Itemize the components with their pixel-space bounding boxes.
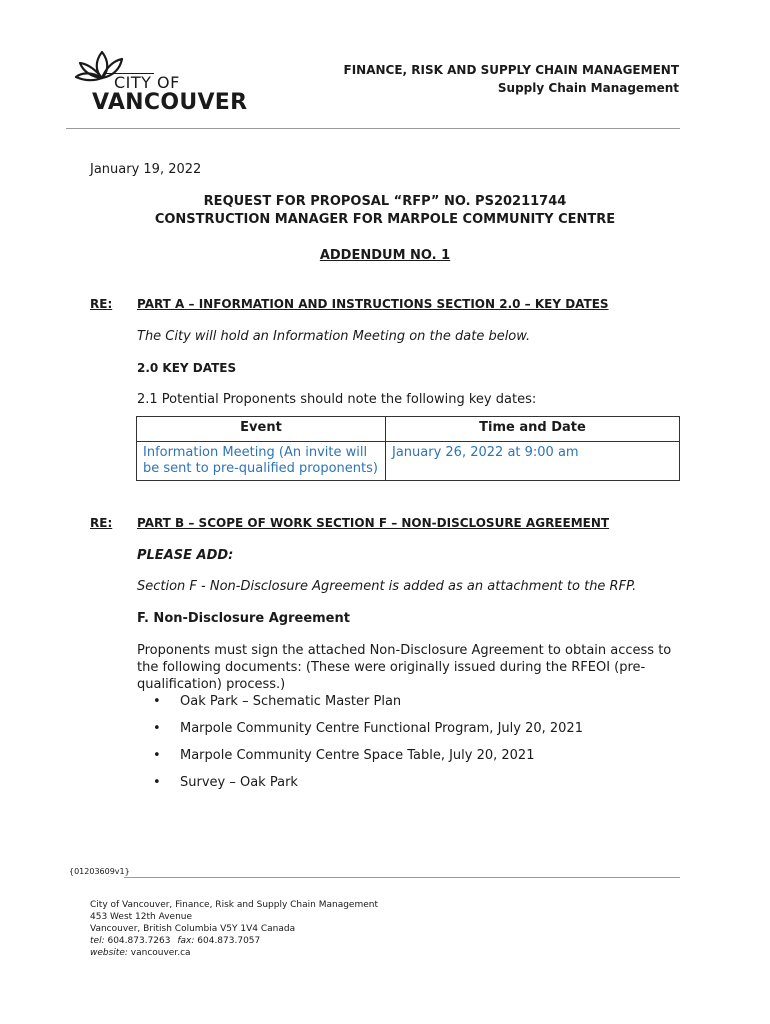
please-add-label: PLEASE ADD: [137, 548, 234, 563]
footer-divider [124, 877, 680, 878]
table-row [137, 442, 680, 481]
footer-address [90, 899, 378, 959]
header-division: Supply Chain Management [497, 81, 679, 95]
tel-label: tel: [90, 936, 105, 946]
footer-line-2: 453 West 12th Avenue [90, 912, 193, 922]
bullet-icon: • [153, 775, 161, 790]
table-cell-time: January 26, 2022 at 9:00 am [386, 442, 680, 481]
key-dates-heading: 2.0 KEY DATES [137, 361, 237, 375]
footer-phone-line [90, 935, 378, 947]
table-header-time: Time and Date [386, 417, 680, 442]
tel-value: 604.873.7263 [107, 936, 171, 946]
list-item: • Marpole Community Centre Space Table, July 20, 2021 [153, 748, 535, 763]
bullet-icon: • [153, 748, 161, 763]
logo-city-of: CITY OF [114, 73, 180, 92]
list-item: • Marpole Community Centre Functional Program, July 20, 2021 [153, 721, 583, 736]
key-dates-note: 2.1 Potential Proponents should note the following key dates: [137, 392, 537, 407]
header-divider [66, 128, 680, 129]
table-header-event: Event [137, 417, 386, 442]
table-header-row [137, 417, 680, 442]
footer-line-1: City of Vancouver, Finance, Risk and Supply Chain Management [90, 900, 379, 910]
list-item: • Oak Park – Schematic Master Plan [153, 694, 402, 709]
table-cell-event: Information Meeting (An invite will be sent to pre-qualified proponents) [137, 442, 386, 481]
re-label-2: RE: [90, 516, 113, 530]
section-1-heading: PART A – INFORMATION AND INSTRUCTIONS SECTION 2.0 – KEY DATES [137, 297, 609, 311]
bullet-icon: • [153, 721, 161, 736]
website-link[interactable]: vancouver.ca [130, 948, 191, 958]
bullet-icon: • [153, 694, 161, 709]
section-2-heading: PART B – SCOPE OF WORK SECTION F – NON-DISCLOSURE AGREEMENT [137, 516, 610, 530]
list-item: • Survey – Oak Park [153, 775, 298, 790]
document-id: {01203609v1} [69, 867, 130, 876]
header-department: FINANCE, RISK AND SUPPLY CHAIN MANAGEMENT [343, 63, 679, 77]
addendum-title: ADDENDUM NO. 1 [319, 248, 451, 263]
title-line-1: REQUEST FOR PROPOSAL “RFP” NO. PS20211744 [203, 194, 567, 209]
fax-value: 604.873.7057 [197, 936, 261, 946]
logo-vancouver: VANCOUVER [92, 90, 248, 115]
letter-date: January 19, 2022 [90, 162, 202, 177]
website-label: website: [90, 948, 128, 958]
nda-heading: F. Non-Disclosure Agreement [137, 611, 350, 626]
city-logo [68, 44, 248, 116]
document-list [137, 693, 583, 801]
key-dates-table [136, 416, 680, 481]
section-1-intro: The City will hold an Information Meeting on the date below. [137, 329, 531, 344]
added-note: Section F - Non-Disclosure Agreement is added as an attachment to the RFP. [137, 579, 637, 594]
fax-label: fax: [177, 936, 195, 946]
re-label-1: RE: [90, 297, 113, 311]
nda-paragraph: Proponents must sign the attached Non-Disclosure Agreement to obtain access to the following documents: (These were originally issued during the RFEOI (pre-qualification) process.) [137, 643, 672, 692]
footer-line-3: Vancouver, British Columbia V5Y 1V4 Canada [90, 924, 296, 934]
footer-website-line [90, 947, 378, 959]
title-line-2: CONSTRUCTION MANAGER FOR MARPOLE COMMUNITY CENTRE [154, 212, 616, 227]
